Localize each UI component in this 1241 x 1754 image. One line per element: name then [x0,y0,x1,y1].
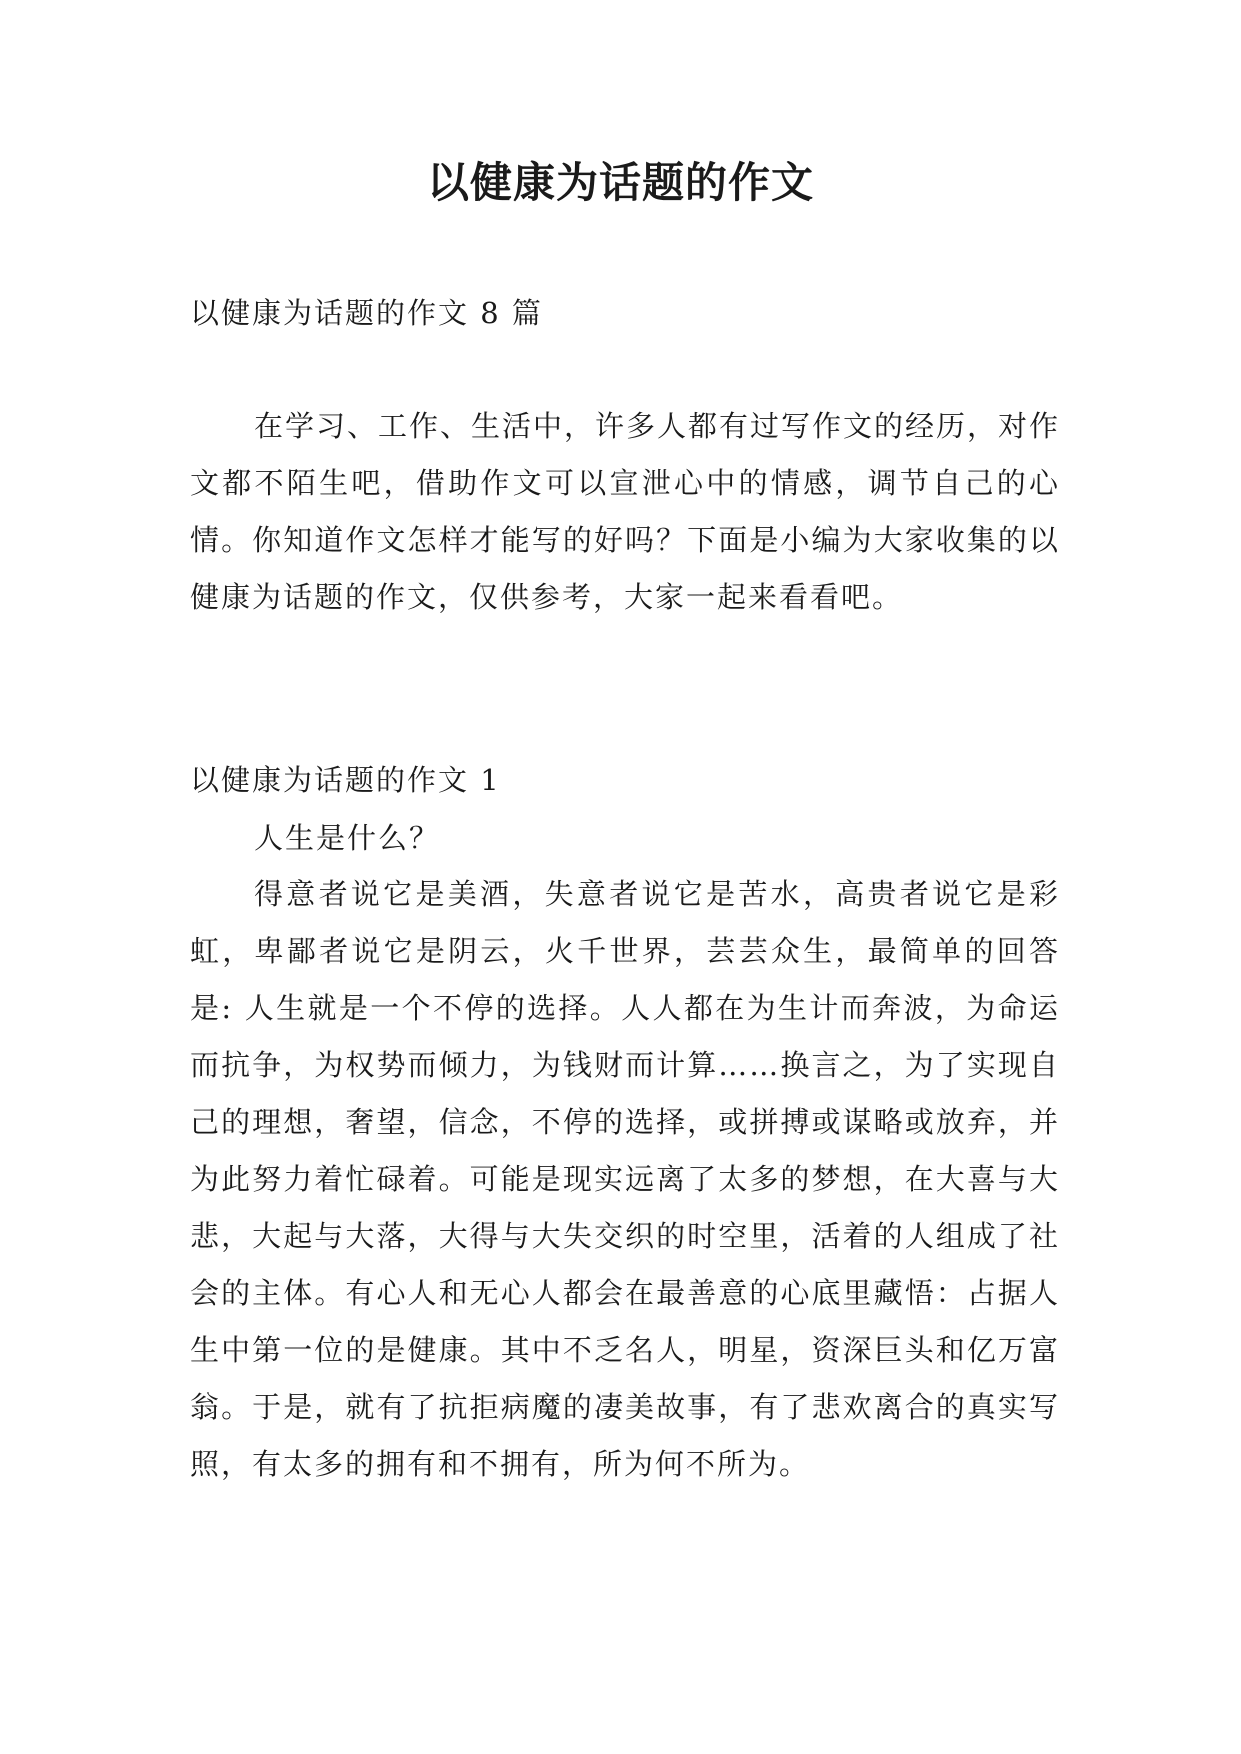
body-paragraph: 得意者说它是美酒，失意者说它是苦水，高贵者说它是彩虹，卑鄙者说它是阴云，火千世界，芸芸众生，最简单的回答是: 人生就是一个不停的选择。人人都在为生计而奔波，为命运而抗争，为权势而倾力，为钱财而计算……换言之，为了实现自己的理想，奢望，信念，不停的选择，或拼搏或谋略或放弃，并为此努力着忙碌着。可能是现实远离了太多的梦想，在大喜与大悲，大起与大落，大得与大失交织的时空里，活着的人组成了社会的主体。有心人和无心人都会在最善意的心底里藏悟：占据人生中第一位的是健康。其中不乏名人，明星，资深巨头和亿万富翁。于是，就有了抗拒病魔的凄美故事，有了悲欢离合的真实写照，有太多的拥有和不拥有，所为何不所为。 [190,877,1060,1481]
section-heading: 以健康为话题的作文 1 [190,763,501,797]
intro-paragraph: 在学习、工作、生活中，许多人都有过写作文的经历，对作文都不陌生吧，借助作文可以宣泄心中的情感，调节自己的心情。你知道作文怎样才能写的好吗？下面是小编为大家收集的以健康为话题的作文，仅供参考，大家一起来看看吧。 [190,409,1061,614]
question-line: 人生是什么？ [254,821,441,855]
document-title: 以健康为话题的作文 [426,158,814,207]
document-subtitle: 以健康为话题的作文 8 篇 [190,296,543,330]
